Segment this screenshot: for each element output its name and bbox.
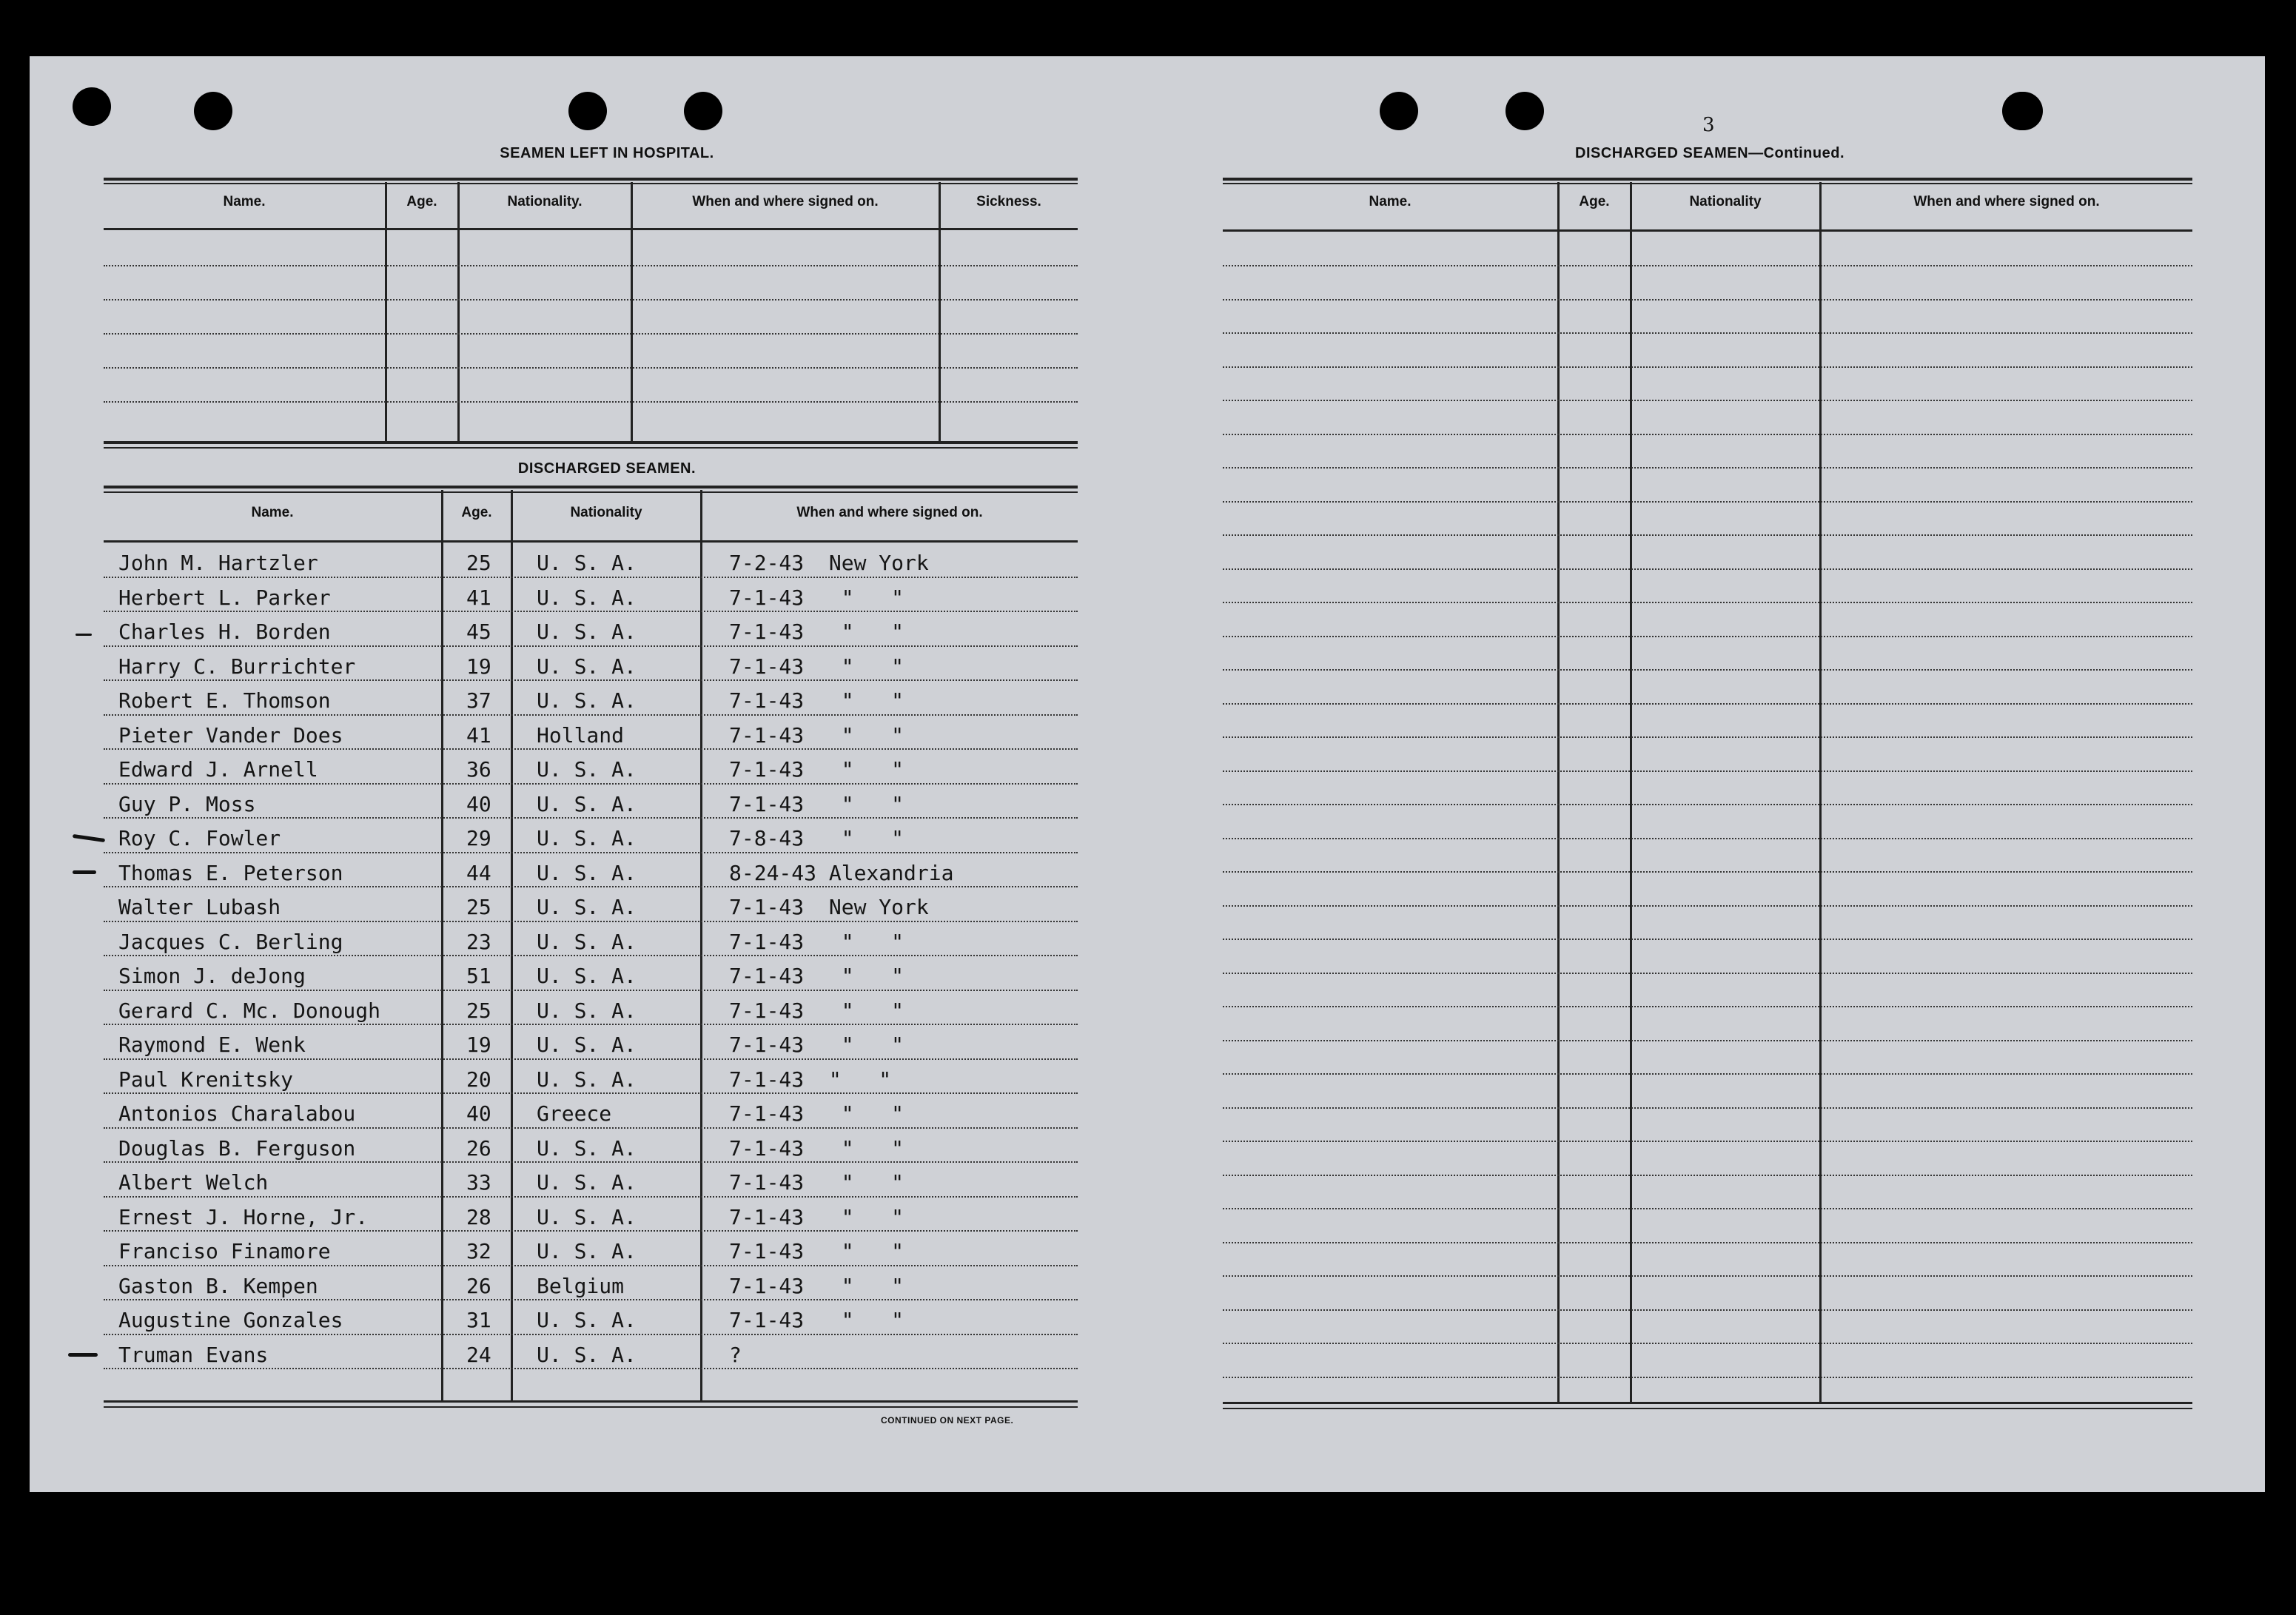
- row-line: [104, 886, 1078, 887]
- seaman-nationality: U. S. A.: [537, 895, 637, 919]
- row-line: [1223, 636, 2192, 637]
- seaman-age: 25: [466, 998, 491, 1023]
- table-row: [104, 1302, 1073, 1334]
- seaman-age: 31: [466, 1308, 491, 1332]
- continued-col-divider: [1630, 182, 1632, 1403]
- continued-section-title: DISCHARGED SEAMEN—Continued.: [1575, 145, 1844, 161]
- seaman-name: Harry C. Burrichter: [118, 654, 356, 679]
- discharged-top-rule-thin: [104, 491, 1078, 493]
- discharged-col-signed-on: When and where signed on.: [796, 505, 983, 520]
- seaman-signed-on: 7-1-43 " ": [729, 791, 904, 816]
- seaman-nationality: U. S. A.: [537, 585, 637, 610]
- seaman-age: 37: [466, 688, 491, 713]
- seaman-nationality: U. S. A.: [537, 1342, 637, 1367]
- row-line: [104, 611, 1078, 612]
- seaman-name: Antonios Charalabou: [118, 1101, 356, 1126]
- row-line: [104, 748, 1078, 750]
- table-row: [104, 958, 1073, 990]
- seaman-age: 26: [466, 1135, 491, 1161]
- seaman-name: Walter Lubash: [118, 895, 281, 919]
- hospital-bottom-rule: [104, 441, 1078, 444]
- seaman-nationality: U. S. A.: [537, 860, 637, 885]
- row-line: [1223, 905, 2192, 907]
- row-line: [1223, 568, 2192, 570]
- seaman-signed-on: 7-1-43 " ": [729, 964, 904, 988]
- row-line: [104, 645, 1078, 647]
- table-row: [104, 1095, 1073, 1128]
- continued-col-signed-on: When and where signed on.: [1913, 194, 2100, 209]
- seaman-age: 41: [466, 585, 491, 610]
- seaman-signed-on: 7-2-43 New York: [729, 551, 929, 575]
- seaman-name: Jacques C. Berling: [118, 929, 343, 954]
- table-row: [104, 682, 1073, 715]
- row-line: [1223, 332, 2192, 334]
- seaman-nationality: U. S. A.: [537, 929, 637, 954]
- seaman-nationality: U. S. A.: [537, 1067, 637, 1092]
- seaman-signed-on: 7-8-43 " ": [729, 826, 904, 850]
- seaman-age: 29: [466, 826, 491, 850]
- row-line: [104, 1368, 1078, 1369]
- continued-col-age: Age.: [1579, 194, 1610, 209]
- row-line: [104, 679, 1078, 681]
- row-line: [1223, 804, 2192, 805]
- row-line: [1223, 1141, 2192, 1142]
- hospital-col-sickness: Sickness.: [976, 194, 1041, 209]
- hospital-bottom-rule-thin: [104, 447, 1078, 449]
- table-row: [104, 1199, 1073, 1232]
- seaman-age: 41: [466, 722, 491, 748]
- seaman-nationality: Greece: [537, 1101, 612, 1126]
- seaman-name: Raymond E. Wenk: [118, 1033, 306, 1057]
- row-line: [1223, 770, 2192, 772]
- row-line: [1223, 1242, 2192, 1243]
- seaman-name: Herbert L. Parker: [118, 585, 331, 610]
- seaman-nationality: U. S. A.: [537, 551, 637, 575]
- seaman-name: Augustine Gonzales: [118, 1308, 343, 1332]
- punch-hole: [684, 92, 722, 130]
- continued-col-divider: [1819, 182, 1822, 1403]
- seaman-name: Robert E. Thomson: [118, 688, 331, 713]
- row-line: [1223, 973, 2192, 974]
- seaman-age: 36: [466, 757, 491, 782]
- row-line: [1223, 501, 2192, 503]
- table-row: [104, 614, 1073, 646]
- row-line: [1223, 1175, 2192, 1176]
- row-line: [104, 990, 1078, 991]
- row-line: [1223, 366, 2192, 368]
- seaman-nationality: U. S. A.: [537, 964, 637, 988]
- table-row: [104, 545, 1073, 577]
- row-line: [104, 852, 1078, 853]
- seaman-signed-on: 7-1-43 " ": [729, 722, 904, 748]
- seaman-name: Gaston B. Kempen: [118, 1273, 318, 1298]
- hospital-top-rule-thin: [104, 183, 1078, 184]
- seaman-age: 44: [466, 860, 491, 885]
- hospital-col-signed-on: When and where signed on.: [692, 194, 879, 209]
- seaman-signed-on: ?: [729, 1342, 742, 1367]
- discharged-header-rule: [104, 540, 1078, 543]
- row-line: [1223, 602, 2192, 603]
- seaman-nationality: U. S. A.: [537, 1033, 637, 1057]
- seaman-name: Ernest J. Horne, Jr.: [118, 1204, 369, 1229]
- seaman-name: Roy C. Fowler: [118, 826, 281, 850]
- table-row: [104, 717, 1073, 750]
- seaman-signed-on: 7-1-43 " ": [729, 1308, 904, 1332]
- seaman-nationality: U. S. A.: [537, 1170, 637, 1195]
- continued-col-name: Name.: [1369, 194, 1411, 209]
- seaman-signed-on: 7-1-43 " ": [729, 1273, 904, 1298]
- row-line: [104, 1024, 1078, 1025]
- seaman-name: Charles H. Borden: [118, 620, 331, 644]
- hospital-col-age: Age.: [406, 194, 437, 209]
- table-row: [104, 820, 1073, 853]
- table-row: [104, 1164, 1073, 1197]
- seaman-signed-on: 7-1-43 " ": [729, 929, 904, 954]
- seaman-signed-on: 7-1-43 " ": [729, 1170, 904, 1195]
- table-row: [104, 580, 1073, 612]
- hospital-row-line: [104, 299, 1078, 300]
- row-line: [104, 783, 1078, 785]
- table-row: [104, 924, 1073, 956]
- seaman-name: Edward J. Arnell: [118, 757, 318, 782]
- row-line: [104, 921, 1078, 922]
- row-line: [104, 817, 1078, 819]
- row-line: [1223, 434, 2192, 435]
- hospital-col-divider: [457, 182, 460, 443]
- discharged-bottom-rule-thin: [104, 1406, 1078, 1408]
- row-line: [104, 1265, 1078, 1266]
- margin-mark: [73, 870, 96, 874]
- continued-top-rule: [1223, 178, 2192, 181]
- seaman-signed-on: 7-1-43 " ": [729, 1033, 904, 1057]
- table-row: [104, 1130, 1073, 1163]
- seaman-name: Franciso Finamore: [118, 1239, 331, 1263]
- seaman-nationality: U. S. A.: [537, 1204, 637, 1229]
- seaman-age: 24: [466, 1342, 491, 1367]
- margin-mark: [68, 1353, 98, 1357]
- row-line: [1223, 1208, 2192, 1209]
- seaman-age: 25: [466, 895, 491, 919]
- seaman-age: 40: [466, 791, 491, 816]
- seaman-nationality: Holland: [537, 722, 625, 748]
- hospital-row-line: [104, 367, 1078, 369]
- seaman-signed-on: 7-1-43 " ": [729, 998, 904, 1023]
- punch-hole: [73, 87, 111, 126]
- punch-hole: [194, 92, 232, 130]
- row-line: [104, 714, 1078, 716]
- table-row: [104, 751, 1073, 784]
- seaman-name: Paul Krenitsky: [118, 1067, 294, 1092]
- row-line: [1223, 1275, 2192, 1277]
- seaman-age: 28: [466, 1204, 491, 1229]
- hospital-header-rule: [104, 228, 1078, 230]
- row-line: [104, 955, 1078, 956]
- seaman-signed-on: 7-1-43 " ": [729, 1239, 904, 1263]
- table-row: [104, 1027, 1073, 1059]
- seaman-age: 26: [466, 1273, 491, 1298]
- table-row: [104, 1233, 1073, 1266]
- seaman-age: 33: [466, 1170, 491, 1195]
- row-line: [1223, 736, 2192, 738]
- row-line: [104, 1058, 1078, 1060]
- punch-hole: [568, 92, 607, 130]
- page-number: 3: [1702, 114, 1715, 136]
- seaman-signed-on: 7-1-43 " ": [729, 654, 904, 679]
- seaman-name: Douglas B. Ferguson: [118, 1135, 356, 1161]
- seaman-age: 23: [466, 929, 491, 954]
- seaman-nationality: U. S. A.: [537, 654, 637, 679]
- discharged-col-name: Name.: [251, 505, 294, 520]
- seaman-nationality: U. S. A.: [537, 688, 637, 713]
- seaman-signed-on: 8-24-43 Alexandria: [729, 860, 954, 885]
- seaman-age: 45: [466, 620, 491, 644]
- seaman-age: 20: [466, 1067, 491, 1092]
- hospital-section-title: SEAMEN LEFT IN HOSPITAL.: [500, 145, 714, 161]
- seaman-signed-on: 7-1-43 " ": [729, 1101, 904, 1126]
- table-row: [104, 993, 1073, 1025]
- row-line: [104, 1299, 1078, 1300]
- row-line: [1223, 467, 2192, 469]
- seaman-name: Gerard C. Mc. Donough: [118, 998, 381, 1023]
- seaman-name: Simon J. deJong: [118, 964, 306, 988]
- seaman-nationality: U. S. A.: [537, 620, 637, 644]
- row-line: [1223, 1309, 2192, 1311]
- discharged-col-nationality: Nationality: [570, 505, 642, 520]
- seaman-signed-on: 7-1-43 " ": [729, 688, 904, 713]
- seaman-name: Guy P. Moss: [118, 791, 256, 816]
- row-line: [1223, 534, 2192, 536]
- seaman-signed-on: 7-1-43 " ": [729, 1204, 904, 1229]
- hospital-row-line: [104, 333, 1078, 335]
- seaman-nationality: U. S. A.: [537, 998, 637, 1023]
- table-row: [104, 648, 1073, 681]
- row-line: [104, 1334, 1078, 1335]
- table-row: [104, 1268, 1073, 1300]
- seaman-name: Thomas E. Peterson: [118, 860, 343, 885]
- hospital-col-divider: [385, 182, 387, 443]
- row-line: [1223, 400, 2192, 401]
- row-line: [104, 1161, 1078, 1163]
- seaman-age: 19: [466, 1033, 491, 1057]
- punch-hole: [2002, 92, 2041, 130]
- table-row: [104, 786, 1073, 819]
- seaman-nationality: U. S. A.: [537, 1239, 637, 1263]
- seaman-age: 32: [466, 1239, 491, 1263]
- row-line: [1223, 299, 2192, 300]
- punch-hole: [1380, 92, 1418, 130]
- row-line: [1223, 1343, 2192, 1344]
- continued-note: CONTINUED ON NEXT PAGE.: [881, 1415, 1014, 1426]
- row-line: [1223, 1107, 2192, 1109]
- margin-mark: [75, 634, 92, 636]
- row-line: [1223, 871, 2192, 873]
- seaman-nationality: U. S. A.: [537, 757, 637, 782]
- seaman-name: John M. Hartzler: [118, 551, 318, 575]
- seaman-nationality: Belgium: [537, 1273, 625, 1298]
- seaman-nationality: U. S. A.: [537, 791, 637, 816]
- hospital-row-line: [104, 265, 1078, 266]
- seaman-signed-on: 7-1-43 " ": [729, 757, 904, 782]
- row-line: [104, 1092, 1078, 1094]
- hospital-col-divider: [939, 182, 941, 443]
- seaman-nationality: U. S. A.: [537, 1308, 637, 1332]
- seaman-age: 51: [466, 964, 491, 988]
- row-line: [104, 1127, 1078, 1129]
- seaman-signed-on: 7-1-43 " ": [729, 620, 904, 644]
- seaman-age: 40: [466, 1101, 491, 1126]
- row-line: [104, 1196, 1078, 1198]
- table-row: [104, 1061, 1073, 1094]
- table-row: [104, 855, 1073, 887]
- seaman-nationality: U. S. A.: [537, 1135, 637, 1161]
- punch-hole: [1506, 92, 1544, 130]
- row-line: [1223, 703, 2192, 705]
- seaman-name: Albert Welch: [118, 1170, 269, 1195]
- hospital-col-divider: [631, 182, 633, 443]
- row-line: [1223, 265, 2192, 266]
- continued-col-nationality: Nationality: [1689, 194, 1762, 209]
- row-line: [104, 577, 1078, 578]
- row-line: [1223, 1377, 2192, 1378]
- discharged-bottom-rule: [104, 1400, 1078, 1403]
- seaman-signed-on: 7-1-43 " ": [729, 1067, 892, 1092]
- continued-header-rule: [1223, 229, 2192, 232]
- discharged-col-age: Age.: [461, 505, 492, 520]
- table-row: [104, 889, 1073, 921]
- continued-bottom-rule-thin: [1223, 1408, 2192, 1409]
- row-line: [1223, 838, 2192, 839]
- discharged-top-rule: [104, 486, 1078, 488]
- row-line: [104, 1230, 1078, 1232]
- discharged-section-title: DISCHARGED SEAMEN.: [517, 460, 696, 477]
- seaman-age: 19: [466, 654, 491, 679]
- row-line: [1223, 669, 2192, 671]
- table-row: [104, 1337, 1073, 1369]
- hospital-row-line: [104, 401, 1078, 403]
- continued-bottom-rule: [1223, 1402, 2192, 1404]
- row-line: [1223, 939, 2192, 940]
- seaman-signed-on: 7-1-43 " ": [729, 585, 904, 610]
- row-line: [1223, 1040, 2192, 1041]
- hospital-col-name: Name.: [223, 194, 266, 209]
- continued-top-rule-thin: [1223, 183, 2192, 184]
- seaman-name: Pieter Vander Does: [118, 722, 343, 748]
- seaman-signed-on: 7-1-43 " ": [729, 1135, 904, 1161]
- row-line: [1223, 1006, 2192, 1007]
- seaman-name: Truman Evans: [118, 1342, 269, 1367]
- seaman-signed-on: 7-1-43 New York: [729, 895, 929, 919]
- seaman-nationality: U. S. A.: [537, 826, 637, 850]
- continued-col-divider: [1557, 182, 1560, 1403]
- hospital-top-rule: [104, 178, 1078, 181]
- hospital-col-nationality: Nationality.: [507, 194, 583, 209]
- row-line: [1223, 1073, 2192, 1075]
- seaman-age: 25: [466, 551, 491, 575]
